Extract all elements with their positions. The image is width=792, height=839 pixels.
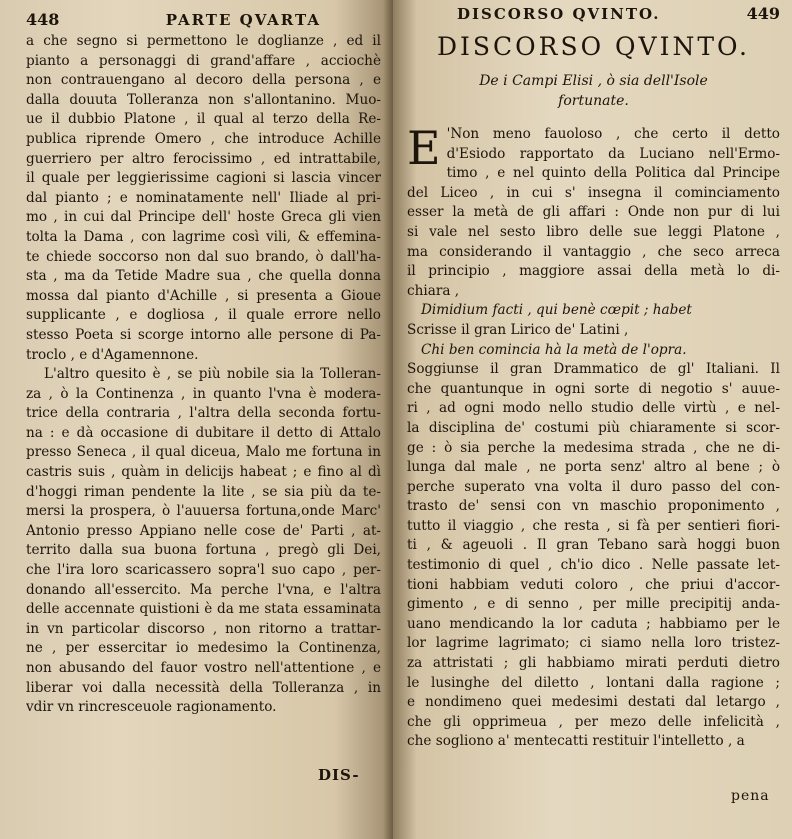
text-line: mo , in cui dal Principe dell' hoste Greca gli vien <box>26 209 381 226</box>
text-line: uano mendicando la lor caduta ; habbiamo per le <box>407 615 780 632</box>
text-line: na : e dà occasione di dubitare il detto di Attalo <box>26 424 381 441</box>
text-line: delle accennate quistioni è da me stata essaminata <box>26 601 381 618</box>
text-line: gimento , e di senno , per mille precipitij anda- <box>407 596 780 613</box>
text-line: Soggiunse il gran Drammatico de gl' Italiani. Il <box>407 361 780 378</box>
text-line: za attristati ; gli habbiamo mirati perduti dietro <box>407 655 780 672</box>
text-line: mossa dal pianto d'Achille , si presenta a Gioue <box>26 287 381 304</box>
text-line: L'altro quesito è , se più nobile sia la Tolleran- <box>44 366 381 383</box>
text-line: lunga dal male , ne porta senz' altro al bene ; ò <box>407 459 780 476</box>
text-line: d'Esiodo rapportato da Luciano nell'Ermo- <box>446 145 780 162</box>
text-line: timo , e nel quinto della Politica dal Principe <box>446 165 780 182</box>
text-line: ri , ad ogni modo nello studio delle virtù , e nel- <box>407 400 780 417</box>
text-line: mersi la prospera, ò l'auuersa fortuna,onde Marc' <box>26 503 381 520</box>
left-catchword: DIS- <box>318 766 360 784</box>
drop-cap: E <box>407 121 441 175</box>
text-line: troclo , e d'Agamennone. <box>26 346 199 363</box>
text-line: ne , per essercitar io medesimo la Continenza, <box>26 640 381 657</box>
text-line: esser la metà de gli affari : Onde non pur di lui <box>407 204 780 221</box>
discourse-subtitle <box>407 71 780 111</box>
text-line: che quantunque in ogni sorte di negotio s' auue- <box>407 380 780 397</box>
text-line: castris suis , quàm in delicijs habeat ; e fino al dì <box>26 464 381 481</box>
text-line: trasto de' sensi con vn maschio proponimento , <box>407 498 780 515</box>
text-line: non contrauengano al decoro della persona , e <box>26 72 381 89</box>
line-after-quote: Scrisse il gran Lirico de' Latini , <box>407 321 629 338</box>
text-line: del Liceo , in cui s' insegna il cominciamento <box>407 184 780 201</box>
text-line: supplicante , e dogliosa , il quale errore nello <box>26 307 381 324</box>
text-line: dalla douuta Tolleranza non s'allontanino. Muo- <box>26 91 381 108</box>
text-line: a che segno si permettono le doglianze , ed il <box>26 33 381 49</box>
right-paragraph-1 <box>407 121 780 301</box>
text-line: chiara , <box>407 282 460 299</box>
right-page-number: 449 <box>746 4 780 23</box>
right-running-title: DISCORSO QVINTO. <box>457 5 661 23</box>
discourse-title: DISCORSO QVINTO. <box>436 32 750 61</box>
right-page <box>393 0 792 839</box>
text-line: donando all'essercito. Ma perche l'vna, e l'altra <box>26 581 381 598</box>
right-paragraph-2 <box>407 360 780 752</box>
text-line: le lusinghe del diletto , lontani dalla ragione ; <box>407 674 780 691</box>
text-line: ti , & ageuoli . Il gran Tebano sarà hoggi buon <box>407 537 780 554</box>
right-body-text <box>407 121 780 752</box>
text-line: d'hoggi riman pendente la lite , se sia più da te- <box>26 483 381 500</box>
left-running-title: PARTE QVARTA <box>165 11 321 29</box>
text-line: che sogliono a' mentecatti restituir l'intelletto , a <box>407 733 745 750</box>
text-line: tioni habbiam veduti coloro , che priui d'accor- <box>407 576 780 593</box>
text-line: la disciplina de' costumi più chiaramente si scor- <box>407 419 780 436</box>
text-line: za , ò la Continenza , in quanto l'vna è modera- <box>26 385 381 402</box>
text-line: guerriero per altro ferocissimo , ed intrattabile, <box>26 150 381 167</box>
text-line: che l'ira loro scaricassero sopra'l suo capo , per- <box>26 562 381 579</box>
text-line: si vale nel sesto libro delle sue leggi Platone , <box>407 223 780 240</box>
text-line: trice della contraria , l'altra della seconda fortu- <box>26 405 381 422</box>
text-line: vdir vn rincresceuole ragionamento. <box>26 699 277 716</box>
quote-italian: Chi ben comincia hà la metà de l'opra. <box>421 341 687 358</box>
text-line: stesso Poeta si scorge intorno alle persone di Pa- <box>26 326 381 343</box>
right-catchword: pena <box>731 788 770 804</box>
subtitle-line-1: De i Campi Elisi , ò sia dell'Isole <box>479 73 708 89</box>
text-line: che gli opprimeua , per mezo delle infelicità , <box>407 713 780 730</box>
text-line: ge : ò sia perche la medesima strada , che ne di- <box>407 439 780 456</box>
text-line: tutto il viaggio , che resta , si fà per sentieri fiori- <box>407 517 780 534</box>
subtitle-line-2: fortunate. <box>558 93 629 109</box>
left-body-text <box>26 32 381 718</box>
text-line: territo dalla sua buona fortuna , pregò gli Dei, <box>26 542 381 559</box>
text-line: tolta la Dama , con lagrime così vili, & effemina- <box>26 228 381 245</box>
text-line: Antonio presso Appiano nelle cose de' Parti , at- <box>26 522 381 539</box>
text-line: ma considerando il vantaggio , che seco arreca <box>407 243 780 260</box>
text-line: testimonio di quel , ch'io dico . Nelle passate let- <box>407 557 780 574</box>
text-line: ue il dubbio Platone , il qual al terzo della Re- <box>26 111 381 128</box>
text-line: liberar voi dalla necessità della Tolleranza , in <box>26 679 381 696</box>
left-page-number: 448 <box>26 10 60 29</box>
right-running-head <box>407 4 780 26</box>
text-line: dal pianto ; e nominatamente nell' Iliade al pri- <box>26 189 381 206</box>
text-line: pianto a personaggi di grand'affare , acciochè <box>26 52 381 69</box>
quote-latin: Dimidium facti , qui benè cœpit ; habet <box>421 302 692 319</box>
text-line: presso Seneca , il qual diceua, Malo me fortuna in <box>26 444 381 461</box>
text-line: lor lagrime lagrimato; ci siamo nella loro tristez- <box>407 635 780 652</box>
text-line: sta , ma da Tetide Madre sua , che quella donna <box>26 268 381 285</box>
text-line: e nondimeno quei medesimi destati dal letargo , <box>407 694 780 711</box>
text-line: il principio , maggiore assai della metà lo di- <box>407 263 780 280</box>
text-line: perche superato vna volta il duro passo del con- <box>407 478 780 495</box>
left-page <box>0 0 393 839</box>
text-line: 'Non meno fauoloso , che certo il detto <box>446 126 780 142</box>
text-line: te chiede soccorso non dal suo brando, ò dall'ha- <box>26 248 381 265</box>
text-line: il quale per leggierissime cagioni si lascia vincer <box>26 170 381 187</box>
text-line: in vn particolar discorso , non ritorno a trattar- <box>26 620 381 637</box>
text-line: non abusando del fauor vostro nell'attentione , e <box>26 660 381 676</box>
text-line: publica riprende Omero , che introduce Achille <box>26 130 381 147</box>
left-running-head <box>26 10 381 32</box>
